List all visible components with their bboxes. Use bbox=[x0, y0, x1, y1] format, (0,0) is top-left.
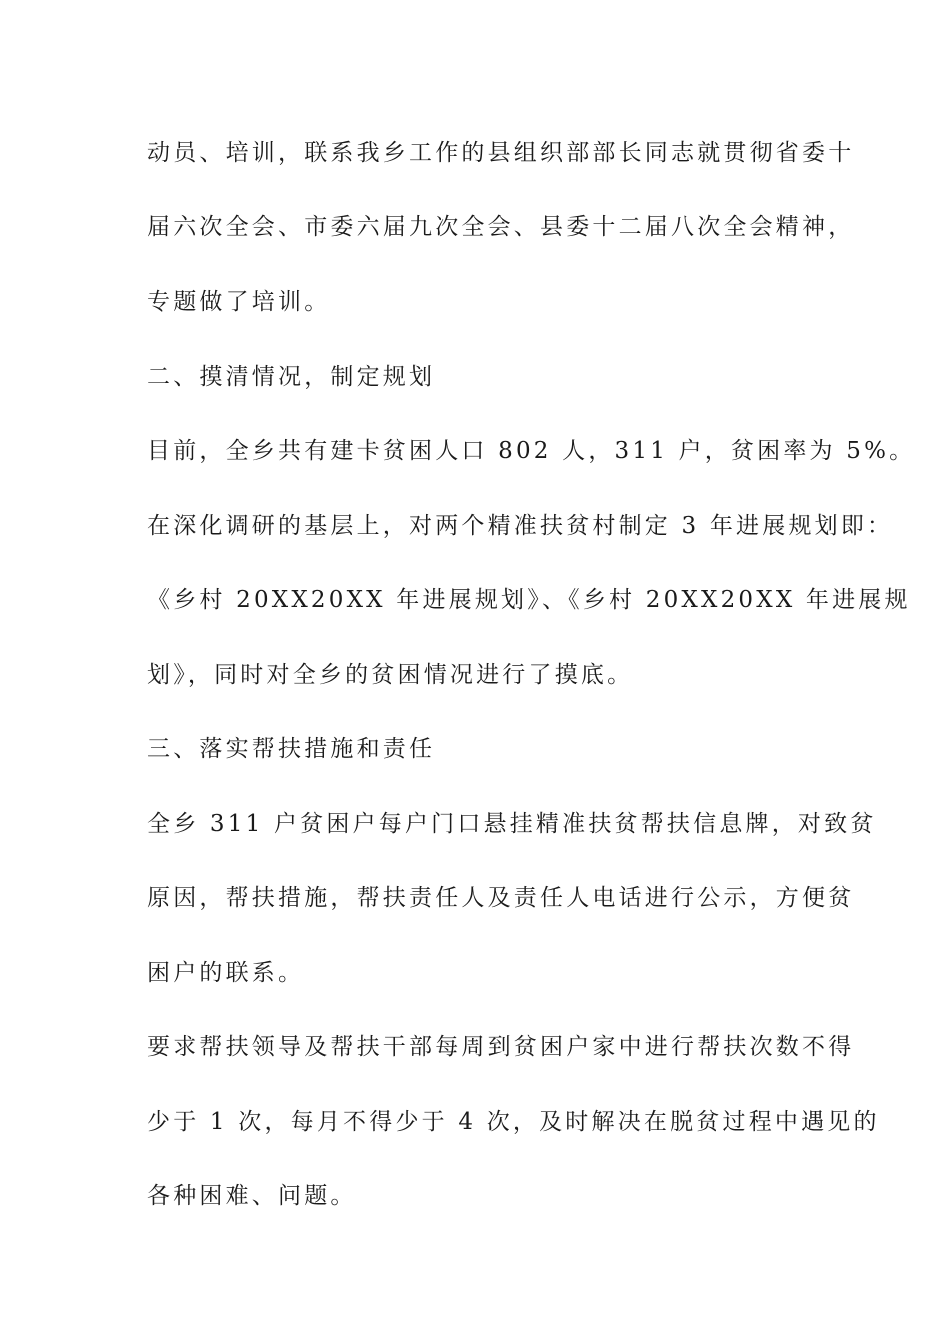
paragraph-line: 目前，全乡共有建卡贫困人口 802 人，311 户，贫困率为 5%。 bbox=[147, 438, 916, 464]
section-heading: 三、落实帮扶措施和责任 bbox=[147, 736, 436, 762]
paragraph-line: 专题做了培训。 bbox=[147, 289, 331, 315]
paragraph-line: 《乡村 20XX20XX 年进展规划》、《乡村 20XX20XX 年进展规 bbox=[147, 587, 911, 613]
section-heading: 二、摸清情况，制定规划 bbox=[147, 364, 436, 390]
paragraph-line: 要求帮扶领导及帮扶干部每周到贫困户家中进行帮扶次数不得 bbox=[147, 1034, 855, 1060]
paragraph-line: 在深化调研的基层上，对两个精准扶贫村制定 3 年进展规划即： bbox=[147, 513, 894, 539]
paragraph-line: 少于 1 次，每月不得少于 4 次，及时解决在脱贫过程中遇见的 bbox=[147, 1109, 880, 1135]
paragraph-line: 困户的联系。 bbox=[147, 960, 305, 986]
paragraph-line: 各种困难、问题。 bbox=[147, 1183, 357, 1209]
paragraph-line: 全乡 311 户贫困户每户门口悬挂精准扶贫帮扶信息牌，对致贫 bbox=[147, 811, 877, 837]
paragraph-line: 届六次全会、市委六届九次全会、县委十二届八次全会精神， bbox=[147, 214, 855, 240]
paragraph-line: 原因，帮扶措施，帮扶责任人及责任人电话进行公示，方便贫 bbox=[147, 885, 855, 911]
paragraph-line: 动员、培训，联系我乡工作的县组织部部长同志就贯彻省委十 bbox=[147, 140, 855, 166]
paragraph-line: 划》，同时对全乡的贫困情况进行了摸底。 bbox=[147, 662, 634, 688]
